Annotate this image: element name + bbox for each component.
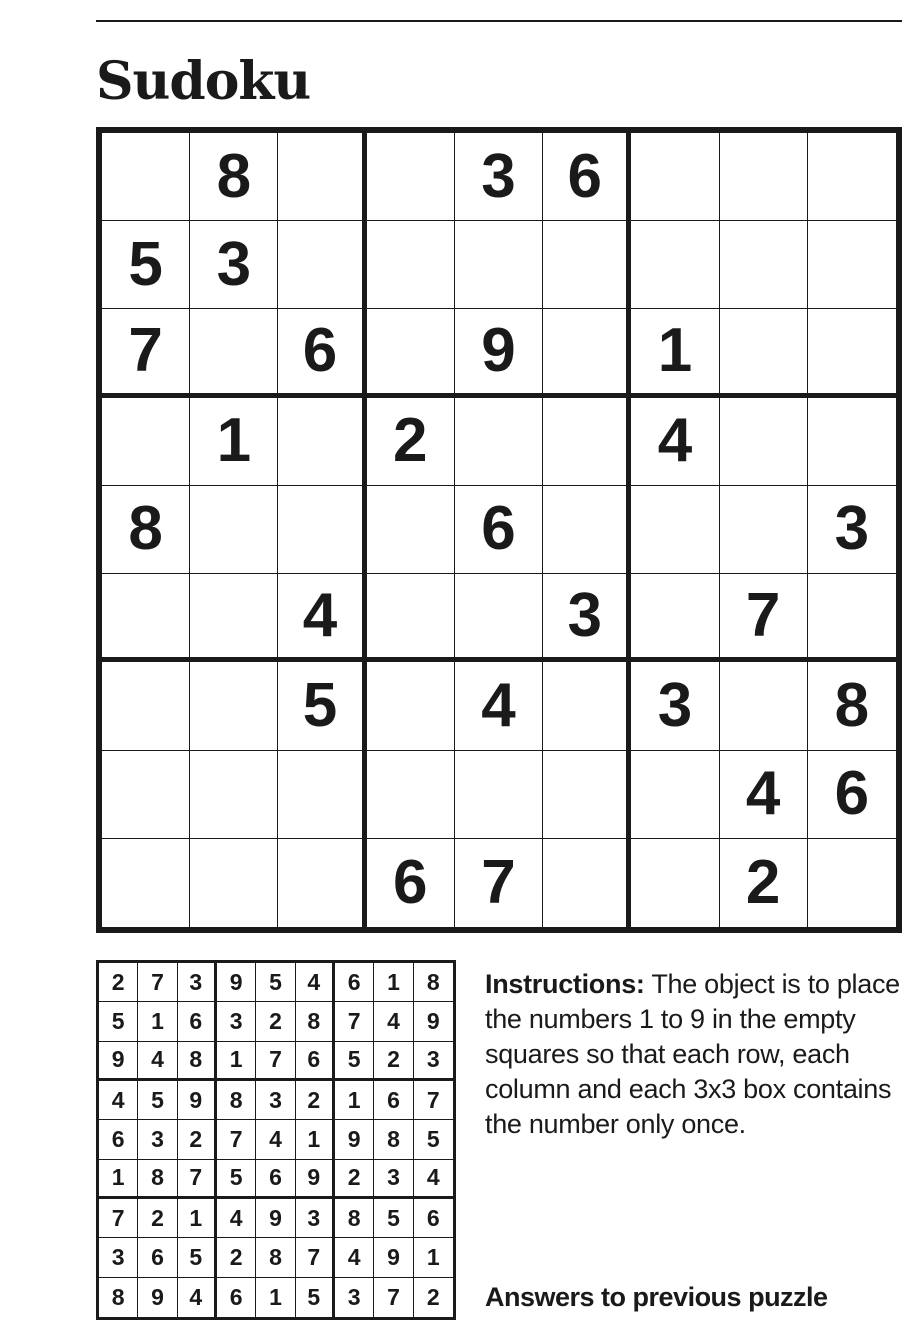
answer-cell: 7 [256, 1042, 295, 1081]
sudoku-cell[interactable] [190, 574, 278, 662]
sudoku-cell[interactable] [367, 221, 455, 309]
sudoku-cell[interactable] [631, 221, 719, 309]
answer-cell: 6 [374, 1081, 413, 1120]
answer-cell: 6 [178, 1002, 217, 1041]
answer-cell: 1 [138, 1002, 177, 1041]
answer-cell: 4 [99, 1081, 138, 1120]
answer-cell: 4 [217, 1199, 256, 1238]
answer-cell: 8 [256, 1238, 295, 1277]
instructions [485, 967, 905, 1142]
answer-cell: 7 [138, 963, 177, 1002]
answer-cell: 3 [99, 1238, 138, 1277]
answer-cell: 5 [335, 1042, 374, 1081]
sudoku-cell[interactable] [190, 309, 278, 397]
answer-cell: 7 [374, 1278, 413, 1317]
answer-cell: 1 [414, 1238, 453, 1277]
sudoku-cell[interactable] [278, 751, 366, 839]
sudoku-cell[interactable] [278, 486, 366, 574]
sudoku-cell[interactable] [190, 662, 278, 750]
answer-cell: 8 [335, 1199, 374, 1238]
answer-cell: 3 [335, 1278, 374, 1317]
answer-cell: 4 [414, 1160, 453, 1199]
sudoku-cell[interactable] [631, 839, 719, 927]
sudoku-cell[interactable] [367, 309, 455, 397]
answer-cell: 4 [256, 1120, 295, 1159]
answer-cell: 5 [178, 1238, 217, 1277]
sudoku-cell[interactable] [543, 486, 631, 574]
sudoku-cell[interactable] [720, 398, 808, 486]
answer-cell: 3 [256, 1081, 295, 1120]
instructions-text: The object is to place the numbers 1 to 9 in the empty squares so that each row, each column and each 3x3 box contains the number only once. [485, 969, 900, 1139]
sudoku-cell[interactable] [543, 839, 631, 927]
instructions-label: Instructions: [485, 969, 645, 999]
sudoku-cell: 3 [631, 662, 719, 750]
sudoku-cell: 3 [543, 574, 631, 662]
sudoku-cell[interactable] [543, 662, 631, 750]
sudoku-cell: 9 [455, 309, 543, 397]
answer-cell: 5 [414, 1120, 453, 1159]
answer-cell: 5 [256, 963, 295, 1002]
sudoku-cell: 5 [278, 662, 366, 750]
sudoku-cell: 8 [808, 662, 896, 750]
answer-cell: 9 [178, 1081, 217, 1120]
answer-cell: 4 [296, 963, 335, 1002]
answer-cell: 6 [414, 1199, 453, 1238]
answer-cell: 6 [335, 963, 374, 1002]
sudoku-cell: 4 [631, 398, 719, 486]
answer-cell: 8 [217, 1081, 256, 1120]
sudoku-cell[interactable] [720, 662, 808, 750]
answer-cell: 5 [374, 1199, 413, 1238]
answer-cell: 9 [217, 963, 256, 1002]
sudoku-cell[interactable] [808, 574, 896, 662]
sudoku-cell[interactable] [190, 751, 278, 839]
answer-cell: 3 [414, 1042, 453, 1081]
answer-cell: 2 [99, 963, 138, 1002]
sudoku-cell[interactable] [367, 662, 455, 750]
answer-cell: 2 [296, 1081, 335, 1120]
answer-cell: 8 [99, 1278, 138, 1317]
sudoku-cell[interactable] [102, 839, 190, 927]
answer-cell: 8 [138, 1160, 177, 1199]
answer-cell: 1 [217, 1042, 256, 1081]
sudoku-cell[interactable] [278, 133, 366, 221]
sudoku-cell[interactable] [278, 398, 366, 486]
answer-cell: 1 [296, 1120, 335, 1159]
answer-cell: 7 [296, 1238, 335, 1277]
sudoku-cell[interactable] [102, 133, 190, 221]
sudoku-cell: 7 [102, 309, 190, 397]
answer-cell: 5 [138, 1081, 177, 1120]
answer-cell: 2 [374, 1042, 413, 1081]
answer-cell: 2 [335, 1160, 374, 1199]
sudoku-cell[interactable] [367, 574, 455, 662]
sudoku-cell[interactable] [102, 751, 190, 839]
sudoku-cell[interactable] [808, 309, 896, 397]
answer-cell: 9 [335, 1120, 374, 1159]
sudoku-cell[interactable] [808, 133, 896, 221]
sudoku-cell[interactable] [278, 839, 366, 927]
sudoku-cell[interactable] [543, 398, 631, 486]
answer-cell: 9 [138, 1278, 177, 1317]
sudoku-cell[interactable] [367, 751, 455, 839]
answer-cell: 9 [374, 1238, 413, 1277]
answer-cell: 3 [296, 1199, 335, 1238]
sudoku-cell[interactable] [543, 221, 631, 309]
answer-cell: 6 [99, 1120, 138, 1159]
sudoku-cell[interactable] [808, 839, 896, 927]
answer-cell: 3 [217, 1002, 256, 1041]
answer-cell: 1 [374, 963, 413, 1002]
answer-cell: 7 [217, 1120, 256, 1159]
answer-cell: 5 [99, 1002, 138, 1041]
sudoku-cell: 2 [367, 398, 455, 486]
sudoku-cell: 5 [102, 221, 190, 309]
sudoku-cell: 6 [278, 309, 366, 397]
sudoku-cell[interactable] [455, 574, 543, 662]
answer-cell: 6 [296, 1042, 335, 1081]
answer-cell: 2 [426, 1283, 440, 1310]
sudoku-cell: 3 [190, 221, 278, 309]
sudoku-cell: 4 [278, 574, 366, 662]
answer-cell: 3 [178, 963, 217, 1002]
answer-cell: 5 [296, 1278, 335, 1317]
sudoku-cell[interactable] [102, 662, 190, 750]
answer-cell: 3 [374, 1160, 413, 1199]
sudoku-cell[interactable] [543, 309, 631, 397]
sudoku-cell[interactable] [720, 221, 808, 309]
sudoku-cell: 6 [543, 133, 631, 221]
answers-caption: Answers to previous puzzle [485, 1282, 828, 1312]
sudoku-cell[interactable] [720, 309, 808, 397]
sudoku-cell[interactable] [808, 221, 896, 309]
answer-cell: 9 [99, 1042, 138, 1081]
sudoku-cell[interactable] [631, 574, 719, 662]
sudoku-cell[interactable] [455, 751, 543, 839]
sudoku-cell[interactable] [190, 486, 278, 574]
answer-cell: 1 [99, 1160, 138, 1199]
answer-cell: 7 [99, 1199, 138, 1238]
sudoku-cell: 8 [102, 486, 190, 574]
answer-cell: 4 [178, 1278, 217, 1317]
answer-cell: 6 [217, 1278, 256, 1317]
sudoku-cell: 6 [808, 751, 896, 839]
sudoku-cell[interactable] [455, 398, 543, 486]
sudoku-cell: 6 [455, 486, 543, 574]
answer-cell: 7 [414, 1081, 453, 1120]
sudoku-cell: 7 [455, 839, 543, 927]
sudoku-cell[interactable] [631, 133, 719, 221]
answer-cell: 4 [138, 1042, 177, 1081]
answer-cell: 8 [374, 1120, 413, 1159]
top-rule [96, 20, 902, 22]
sudoku-cell: 1 [190, 398, 278, 486]
sudoku-cell: 6 [367, 839, 455, 927]
answer-cell: 1 [178, 1199, 217, 1238]
answer-cell: 8 [414, 963, 453, 1002]
answer-cell: 9 [296, 1160, 335, 1199]
sudoku-cell[interactable] [102, 574, 190, 662]
page-title: Sudoku [96, 51, 311, 112]
answer-cell: 2 [217, 1238, 256, 1277]
sudoku-cell[interactable] [190, 839, 278, 927]
sudoku-cell[interactable] [808, 398, 896, 486]
answer-cell: 7 [178, 1160, 217, 1199]
sudoku-cell: 3 [455, 133, 543, 221]
answer-cell: 3 [138, 1120, 177, 1159]
sudoku-cell: 2 [720, 839, 808, 927]
answer-cell: 8 [296, 1002, 335, 1041]
answer-cell: 6 [256, 1160, 295, 1199]
answer-cell: 4 [335, 1238, 374, 1277]
answer-cell: 2 [178, 1120, 217, 1159]
sudoku-cell[interactable] [455, 221, 543, 309]
answer-cell: 1 [335, 1081, 374, 1120]
answer-cell: 8 [178, 1042, 217, 1081]
answer-cell: 5 [217, 1160, 256, 1199]
sudoku-cell[interactable] [367, 133, 455, 221]
sudoku-cell[interactable] [720, 486, 808, 574]
sudoku-cell[interactable] [278, 221, 366, 309]
sudoku-cell: 1 [631, 309, 719, 397]
sudoku-cell: 4 [455, 662, 543, 750]
answer-cell: 2 [138, 1199, 177, 1238]
sudoku-cell[interactable] [631, 486, 719, 574]
sudoku-cell: 7 [720, 574, 808, 662]
answer-cell: 2 [256, 1002, 295, 1041]
sudoku-cell: 3 [808, 486, 896, 574]
answer-cell: 4 [374, 1002, 413, 1041]
sudoku-cell: 8 [190, 133, 278, 221]
answer-cell: 9 [256, 1199, 295, 1238]
answer-grid [96, 960, 456, 1320]
sudoku-cell[interactable] [543, 751, 631, 839]
sudoku-cell[interactable] [720, 133, 808, 221]
puzzle-grid [96, 127, 902, 933]
answer-cell: 7 [335, 1002, 374, 1041]
sudoku-cell[interactable] [367, 486, 455, 574]
sudoku-cell: 4 [720, 751, 808, 839]
answer-cell: 9 [414, 1002, 453, 1041]
answer-cell: 6 [138, 1238, 177, 1277]
answer-cell: 1 [256, 1278, 295, 1317]
sudoku-cell[interactable] [631, 751, 719, 839]
sudoku-cell[interactable] [102, 398, 190, 486]
